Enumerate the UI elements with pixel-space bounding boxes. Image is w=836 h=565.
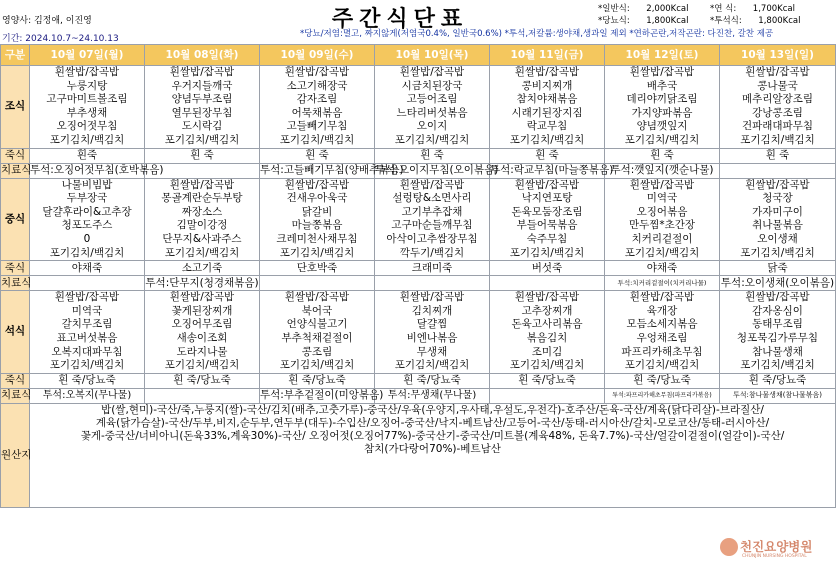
menu-item: 흰쌀밥/잡곡밥	[629, 291, 695, 304]
menu-item: 흰쌀밥/잡곡밥	[514, 178, 580, 191]
therapy-cell	[490, 276, 605, 291]
menu-item: 배추국	[646, 79, 678, 92]
therapy-cell	[720, 163, 836, 178]
menu-item: 도시락김	[181, 120, 223, 133]
hospital-logo	[720, 537, 832, 563]
porridge-label: 죽식	[1, 261, 30, 276]
kcal-diabetic: *당뇨식: 1,800Kcal	[598, 16, 689, 26]
porridge-cell: 흰 죽/당뇨죽	[375, 373, 490, 388]
menu-item: 포기김치/백김치	[624, 246, 700, 259]
porridge-cell: 흰 죽/당뇨죽	[30, 373, 145, 388]
menu-item: 흰쌀밥/잡곡밥	[745, 66, 810, 78]
porridge-cell: 흰 죽	[605, 148, 720, 163]
porridge-label: 죽식	[1, 373, 30, 388]
therapy-cell	[375, 276, 490, 291]
menu-item: 포기김치/백김치	[624, 133, 700, 146]
hospital-name: 천진요양병원	[740, 539, 813, 554]
menu-item: 미역국	[71, 304, 103, 317]
menu-item: 감자조림	[296, 93, 338, 106]
menu-item: 참나물생채	[752, 345, 803, 358]
menu-item: 건파래대파무침	[741, 120, 813, 133]
menu-item: 동태무조림	[752, 318, 803, 331]
menu-item: 강낭콩조림	[752, 106, 803, 119]
menu-item: 느타리버섯볶음	[396, 106, 468, 119]
menu-item: 고구마미트볼조림	[46, 93, 128, 106]
menu-item: 흰쌀밥/잡곡밥	[169, 178, 235, 191]
menu-item: 표고버섯볶음	[56, 331, 118, 344]
kcal-dialysis: *투석식: 1,800Kcal	[710, 16, 801, 26]
menu-item: 깍두기/백김치	[399, 246, 465, 259]
porridge-cell: 단호박죽	[260, 261, 375, 276]
menu-item: 청포도주스	[61, 219, 113, 232]
menu-item: 도라지나물	[176, 345, 228, 358]
day-header: 10월 10일(목)	[375, 45, 490, 66]
menu-item: 파프리카해초무침	[621, 345, 703, 358]
origin-line: 꽃게-중국산/너비아니(돈육33%,계육30%)-국산/ 오징어젓(오징어77%)-중국산기-중국산/미트볼(계육48%, 돈육7.7%)-국산/얼갈이겉절이(얼갈이)-국산/	[80, 429, 785, 442]
porridge-cell: 흰 죽	[375, 148, 490, 163]
menu-item: 포기김치/백김치	[394, 359, 470, 372]
menu-item: 포기김치/백김치	[279, 246, 355, 259]
menu-item: 흰쌀밥/잡곡밥	[745, 291, 810, 304]
menu-item: 건새우아욱국	[286, 192, 348, 205]
meal-cell	[490, 178, 605, 261]
menu-item: 포기김치/백김치	[740, 133, 815, 146]
therapy-cell: 투석:오복지(무나물)	[30, 388, 145, 403]
menu-item: 흰쌀밥/잡곡밥	[514, 291, 580, 304]
hospital-name-english: CHUNJIN NURSING HOSPITAL	[742, 554, 807, 559]
menu-item: 포기김치/백김치	[164, 133, 240, 146]
meal-label-lunch: 중식	[1, 178, 30, 261]
kcal-general: *일반식: 2,000Kcal	[598, 4, 689, 14]
period-label: 기간: 2024.10.7~24.10.13	[2, 34, 119, 44]
meal-cell	[375, 178, 490, 261]
therapy-label: 치료식	[1, 389, 32, 402]
meal-cell	[145, 178, 260, 261]
meal-cell	[720, 66, 836, 149]
meal-cell	[375, 66, 490, 149]
menu-item: 짜장소스	[181, 205, 223, 218]
menu-item: 조미김	[531, 345, 563, 358]
page-title: 주간식단표	[331, 7, 469, 32]
porridge-cell: 크래미죽	[375, 261, 490, 276]
therapy-label: 치료식	[1, 276, 32, 289]
menu-item: 흰쌀밥/잡곡밥	[284, 178, 350, 191]
menu-item: 오징어젓무침	[56, 120, 118, 133]
menu-item: 가지양파볶음	[631, 106, 693, 119]
menu-item: 열무된장무침	[171, 106, 233, 119]
menu-item: 포기김치/백김치	[624, 359, 700, 372]
porridge-cell: 야채죽	[30, 261, 145, 276]
menu-item: 포기김치/백김치	[509, 359, 585, 372]
menu-item: 소고기해장국	[286, 79, 348, 92]
meal-cell	[260, 66, 375, 149]
origin-info	[30, 403, 836, 507]
menu-item: 부추척채겉절이	[281, 331, 353, 344]
menu-item: 오징어볶음	[636, 205, 688, 218]
meal-cell	[30, 178, 145, 261]
menu-item: 나물비빔밥	[61, 178, 113, 191]
menu-item: 청포묵김가루무침	[736, 331, 819, 344]
menu-item: 만두찜*초간장	[628, 219, 696, 232]
menu-item: 흰쌀밥/잡곡밥	[54, 291, 120, 304]
day-header: 10월 13일(일)	[720, 45, 836, 66]
meal-cell	[30, 291, 145, 374]
therapy-label: 치료식	[1, 164, 32, 177]
therapy-cell: 투석:락교무침(마늘쫑볶음)	[490, 164, 614, 177]
menu-item: 데리야끼닭조림	[626, 93, 698, 106]
menu-item: 흰쌀밥/잡곡밥	[399, 66, 465, 78]
menu-item: 고들빼기무침	[286, 120, 348, 133]
menu-item: 흰쌀밥/잡곡밥	[629, 178, 695, 191]
weekly-menu-table	[0, 44, 836, 508]
menu-item: 설렁탕&소면사리	[392, 192, 472, 205]
menu-item: 치커리겉절이	[631, 232, 693, 245]
menu-item: 포기김치/백김치	[279, 133, 355, 146]
meal-cell	[490, 66, 605, 149]
menu-item: 돈육모둠장조림	[511, 205, 583, 218]
menu-item: 비엔나볶음	[406, 331, 458, 344]
menu-item: 포기김치/백김치	[49, 246, 125, 259]
menu-item: 우거지들깨국	[171, 79, 233, 92]
therapy-cell	[490, 388, 605, 403]
porridge-cell: 흰 죽/당뇨죽	[605, 373, 720, 388]
therapy-cell	[260, 276, 375, 291]
menu-item: 흰쌀밥/잡곡밥	[514, 66, 580, 78]
porridge-cell: 버섯죽	[490, 261, 605, 276]
menu-item: 꽃게된장찌개	[171, 304, 233, 317]
menu-item: 포기김치/백김치	[49, 133, 125, 146]
therapy-cell: 투석:깻잎지(깻순나물)	[605, 163, 720, 178]
meal-label-breakfast: 조식	[1, 66, 30, 149]
menu-item: 달걀찜	[416, 318, 448, 331]
menu-item: 흰쌀밥/잡곡밥	[284, 291, 350, 304]
menu-item: 흰쌀밥/잡곡밥	[169, 66, 235, 78]
porridge-cell: 흰 죽	[145, 148, 260, 163]
hospital-logo-icon	[720, 538, 738, 556]
menu-item: 아삭이고추쌈장무침	[386, 232, 478, 245]
menu-item: 콩조림	[301, 345, 333, 358]
menu-item: 오징어무조림	[171, 318, 233, 331]
menu-item: 마늘쫑볶음	[291, 219, 343, 232]
menu-item: 고구마순들깨무침	[391, 219, 473, 232]
therapy-cell: 투석:치커리겉절이(치커리나물)	[605, 276, 720, 291]
menu-item: 가자미구이	[752, 205, 803, 218]
menu-item: 흰쌀밥/잡곡밥	[54, 66, 120, 78]
day-header: 10월 07일(월)	[30, 45, 145, 66]
menu-item: 갈치무조림	[61, 318, 113, 331]
therapy-cell: 투석:고들빼기무침(양배추볶음)	[260, 164, 404, 177]
menu-item: 흰쌀밥/잡곡밥	[169, 291, 235, 304]
menu-item: 흰쌀밥/잡곡밥	[399, 178, 465, 191]
menu-item: 새송이조회	[176, 331, 228, 344]
menu-item: 달걀후라이&고추장	[42, 205, 132, 218]
menu-item: 볶음김치	[526, 331, 568, 344]
porridge-cell: 소고기죽	[145, 261, 260, 276]
menu-item: 포기김치/백김치	[164, 246, 240, 259]
menu-item: 0	[83, 232, 91, 245]
therapy-cell: 투석:파프리카해초무침(파프리카볶음)	[605, 388, 720, 403]
menu-item: 락교무침	[526, 120, 568, 133]
day-header: 10월 08일(화)	[145, 45, 260, 66]
menu-item: 취나물볶음	[752, 219, 803, 232]
menu-item: 북어국	[301, 304, 333, 317]
meal-cell	[145, 291, 260, 374]
menu-item: 포기김치/백김치	[279, 359, 355, 372]
menu-item: 김말이강정	[176, 219, 228, 232]
therapy-cell: 투석:오징어젓무침(호박볶음)	[30, 164, 164, 177]
diet-notice: *당뇨/저염:멸고, 짜지않게(저염국0.4%, 일반국0.6%) *투석,저칼륨:생야채,생과일 제외 *연하곤란,저작곤란: 다진찬, 갈찬 제공	[300, 29, 774, 39]
therapy-cell	[30, 276, 145, 291]
menu-item: 부들어묵볶음	[516, 219, 578, 232]
meal-cell	[490, 291, 605, 374]
menu-item: 숙주무침	[526, 232, 568, 245]
origin-label: 원산지	[1, 403, 30, 507]
menu-item: 시금치된장국	[401, 79, 463, 92]
therapy-cell: 투석:참나물생채(참나물볶음)	[720, 388, 836, 403]
menu-item: 닭갈비	[301, 205, 333, 218]
menu-item: 흰쌀밥/잡곡밥	[399, 291, 465, 304]
menu-item: 오이생채	[757, 232, 798, 245]
menu-item: 몽골계란순두부탕	[161, 192, 243, 205]
therapy-cell: 투석:단무지(청경채볶음)	[145, 276, 259, 289]
menu-item: 포기김치/백김치	[509, 246, 585, 259]
therapy-cell: 투석:무생채(무나물)	[375, 388, 490, 403]
origin-line: 계육(닭가슴살)-국산/두부,비지,순두부,연두부(대두)-수입산/오징어-중국산/낙지-베트남산/고등어-국산/동태-러시아산/갈치-모로코산/동태-러시아산/	[95, 416, 770, 429]
meal-cell	[605, 291, 720, 374]
meal-cell	[145, 66, 260, 149]
porridge-cell: 흰 죽	[720, 148, 836, 163]
kcal-soft: *연 식: 1,700Kcal	[710, 4, 795, 14]
porridge-cell: 흰 죽/당뇨죽	[145, 373, 260, 388]
menu-item: 낙지연포탕	[521, 192, 573, 205]
menu-item: 콩비지찌개	[521, 79, 573, 92]
menu-item: 콩나물국	[757, 79, 798, 92]
day-header: 10월 09일(수)	[260, 45, 375, 66]
origin-line: 밥(쌀,현미)-국산/죽,누룽지(쌀)-국산/김치(배추,고춧가루)-중국산/우육(우양지,우사태,우설도,우전각)-호주산/돈육-국산/계육(닭다리살)-브라질산/	[101, 403, 764, 416]
meal-cell	[30, 66, 145, 149]
dietitian-label: 영양사: 김정애, 이진영	[2, 16, 92, 26]
menu-item: 청국장	[762, 192, 793, 205]
meal-cell	[260, 178, 375, 261]
menu-item: 흰쌀밥/잡곡밥	[629, 66, 695, 78]
day-header: 10월 11일(금)	[490, 45, 605, 66]
menu-item: 메추리알장조림	[741, 93, 813, 106]
porridge-label: 죽식	[1, 148, 30, 163]
day-header: 10월 12일(토)	[605, 45, 720, 66]
porridge-cell: 흰 죽/당뇨죽	[490, 373, 605, 388]
menu-item: 우엉채조림	[636, 331, 688, 344]
porridge-cell: 야채죽	[605, 261, 720, 276]
meal-cell	[605, 66, 720, 149]
menu-item: 양념깻잎지	[636, 120, 688, 133]
porridge-cell: 흰 죽	[490, 148, 605, 163]
menu-item: 고추장찌개	[521, 304, 573, 317]
meal-cell	[260, 291, 375, 374]
meal-cell	[605, 178, 720, 261]
menu-item: 고등어조림	[406, 93, 458, 106]
therapy-cell	[145, 388, 260, 403]
menu-item: 육개장	[646, 304, 678, 317]
menu-item: 단무지&사과주스	[162, 232, 242, 245]
porridge-cell: 흰 죽/당뇨죽	[720, 373, 836, 388]
menu-item: 흰쌀밥/잡곡밥	[745, 178, 810, 191]
origin-line: 참치(가다랑어70%)-베트남산	[364, 442, 501, 455]
menu-item: 포기김치/백김치	[49, 359, 125, 372]
menu-item: 크레미천사채무침	[276, 232, 358, 245]
menu-item: 미역국	[646, 192, 678, 205]
meal-cell	[720, 291, 836, 374]
menu-item: 누룽지탕	[66, 79, 108, 92]
menu-item: 모듬소세지볶음	[626, 318, 698, 331]
meal-cell	[375, 291, 490, 374]
porridge-cell: 흰죽	[30, 148, 145, 163]
gubun-header: 구분	[1, 45, 30, 66]
meal-cell	[720, 178, 836, 261]
menu-item: 시래기된장지짐	[511, 106, 583, 119]
menu-item: 오복지대파무침	[51, 345, 123, 358]
menu-item: 무생채	[416, 345, 448, 358]
menu-item: 포기김치/백김치	[740, 246, 815, 259]
therapy-cell: 투석:오이생채(오이볶음)	[720, 276, 835, 289]
menu-item: 어묵채볶음	[291, 106, 343, 119]
menu-item: 포기김치/백김치	[740, 359, 815, 372]
therapy-cell: 투석:오이지무침(오이볶음)	[375, 164, 499, 177]
meal-label-dinner: 석식	[1, 291, 30, 374]
menu-item: 양념두부조림	[171, 93, 233, 106]
menu-item: 포기김치/백김치	[509, 133, 585, 146]
menu-item: 언양식불고기	[286, 318, 348, 331]
menu-item: 두부장국	[66, 192, 108, 205]
porridge-cell: 흰 죽	[260, 148, 375, 163]
menu-item: 흰쌀밥/잡곡밥	[284, 66, 350, 78]
menu-item: 오이지	[416, 120, 448, 133]
menu-item: 돈육고사리볶음	[511, 318, 583, 331]
menu-item: 포기김치/백김치	[394, 133, 470, 146]
menu-header	[0, 0, 835, 46]
menu-item: 부추생채	[66, 106, 108, 119]
menu-item: 참치야채볶음	[516, 93, 578, 106]
menu-item: 포기김치/백김치	[164, 359, 240, 372]
therapy-cell: 투석:부추겉절이(미앙볶음)	[260, 389, 384, 402]
menu-item: 감자옹심이	[752, 304, 803, 317]
porridge-cell: 닭죽	[720, 261, 836, 276]
menu-item: 김치찌개	[411, 304, 453, 317]
porridge-cell: 흰 죽/당뇨죽	[260, 373, 375, 388]
menu-item: 고기부추잡채	[401, 205, 463, 218]
